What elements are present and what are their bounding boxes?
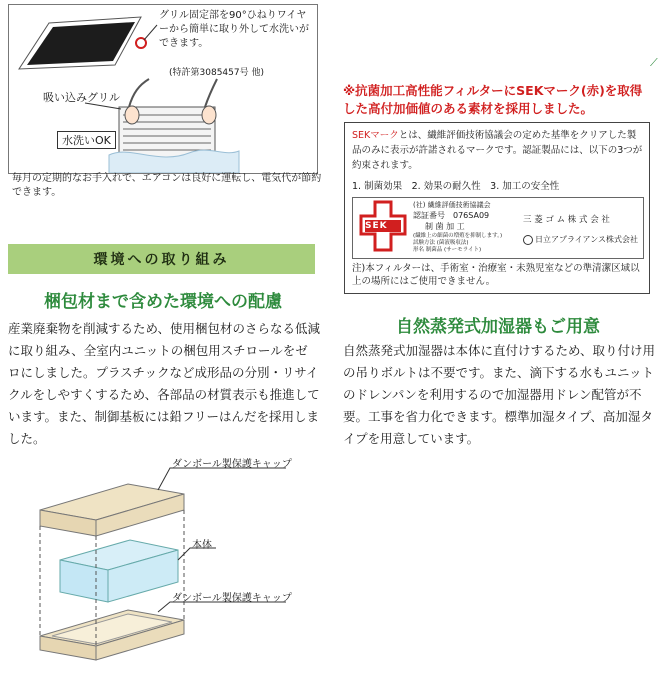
cert-number: 認証番号 076SA09 xyxy=(413,211,490,220)
sek-certificate xyxy=(352,197,644,259)
packaging-body: 産業廃棄物を削減するため、使用梱包材のさらなる低減に取り組み、全室内ユニットの梱包用スチロールをゼロにしました。プラスチックなど成形品の分別・リサイクルをしやすくするため、各部品の材質表示も推進しています。また、制御基板には鉛フリーはんだを採用しました。 xyxy=(8,321,321,446)
cert-org: (社) 繊維評価技術協議会 xyxy=(413,201,491,209)
cert-fine-1: (繊維上の細菌の増殖を抑制します。) xyxy=(413,233,503,239)
packaging-title: 梱包材まで含めた環境への配慮 xyxy=(44,292,282,312)
cert-fine-2: 試験方法 (菌液吸収法) xyxy=(413,240,469,246)
humidifier-title: 自然蒸発式加湿器もご用意 xyxy=(396,317,600,337)
filter-caption: 毎月の定期的なお手入れで、エアコンは良好に運転し、電気代が節約できます。 xyxy=(12,173,322,198)
patent-number: (特許第3085457号 他) xyxy=(169,68,264,78)
top-cap-shape xyxy=(40,484,184,536)
bottom-cap-label: ダンボール製保護キャップ xyxy=(172,593,292,604)
section-header-environment: 環境への取り組み xyxy=(8,244,315,274)
sek-note: 注)本フィルターは、手術室・治療室・未熟児室などの準清潔区域以上の場所にはご使用できません。 xyxy=(352,263,640,287)
sek-description-text: とは、繊維評価技術協議会の定めた基準をクリアした製品のみに表示が許諾されるマークです。認証製品には、以下の3つが約束されます。 xyxy=(352,130,643,171)
packaging-drawing xyxy=(8,452,320,690)
sek-promise-list: 1. 制菌効果 2. 効果の耐久性 3. 加工の安全性 xyxy=(352,181,560,192)
grill-note: グリル固定部を90°ひねりワイヤーから簡単に取り外して水洗いができます。 xyxy=(159,10,309,49)
company-hitachi xyxy=(523,234,638,245)
side-edge-mark: ⟋ xyxy=(650,56,658,69)
body-label: 本体 xyxy=(192,540,212,551)
hitachi-logo-icon xyxy=(523,235,533,245)
sek-mark-term: SEKマーク xyxy=(352,130,399,141)
cert-fine-3: 形名 制菌品 (サーモライト) xyxy=(413,247,482,253)
intake-grill-label: 吸い込みグリル xyxy=(43,91,120,104)
top-cap-label: ダンボール製保護キャップ xyxy=(172,459,292,470)
humidifier-body: 自然蒸発式加湿器は本体に直付けするため、取り付け用の吊りボルトは不要です。また、滴下する水もユニットのドレンパンを利用するので加湿器用ドレン配管が不要。工事を省力化できます。標準加湿タイプ、高加湿タイプを用意しています。 xyxy=(343,343,656,446)
company-mitsubishi: 三 菱 ゴ ム 株 式 会 社 xyxy=(523,215,610,225)
sek-description xyxy=(352,128,644,173)
filter-illustration xyxy=(8,4,318,174)
packaging-diagram xyxy=(8,452,320,690)
washable-badge: 水洗いOK xyxy=(57,131,116,149)
company-hitachi-text: 日立アプライアンス株式会社 xyxy=(535,235,638,244)
sek-logo-text: SEK xyxy=(365,221,388,231)
hand-icon xyxy=(202,106,216,124)
sek-headline: ※抗菌加工高性能フィルターにSEKマーク(赤)を取得した高付加価値のある素材を採用しました。 xyxy=(343,83,643,116)
cert-type: 制 菌 加 工 xyxy=(425,222,465,231)
bottom-tray-shape xyxy=(40,610,184,660)
unit-body-shape xyxy=(60,540,178,602)
hand-icon xyxy=(125,106,139,124)
